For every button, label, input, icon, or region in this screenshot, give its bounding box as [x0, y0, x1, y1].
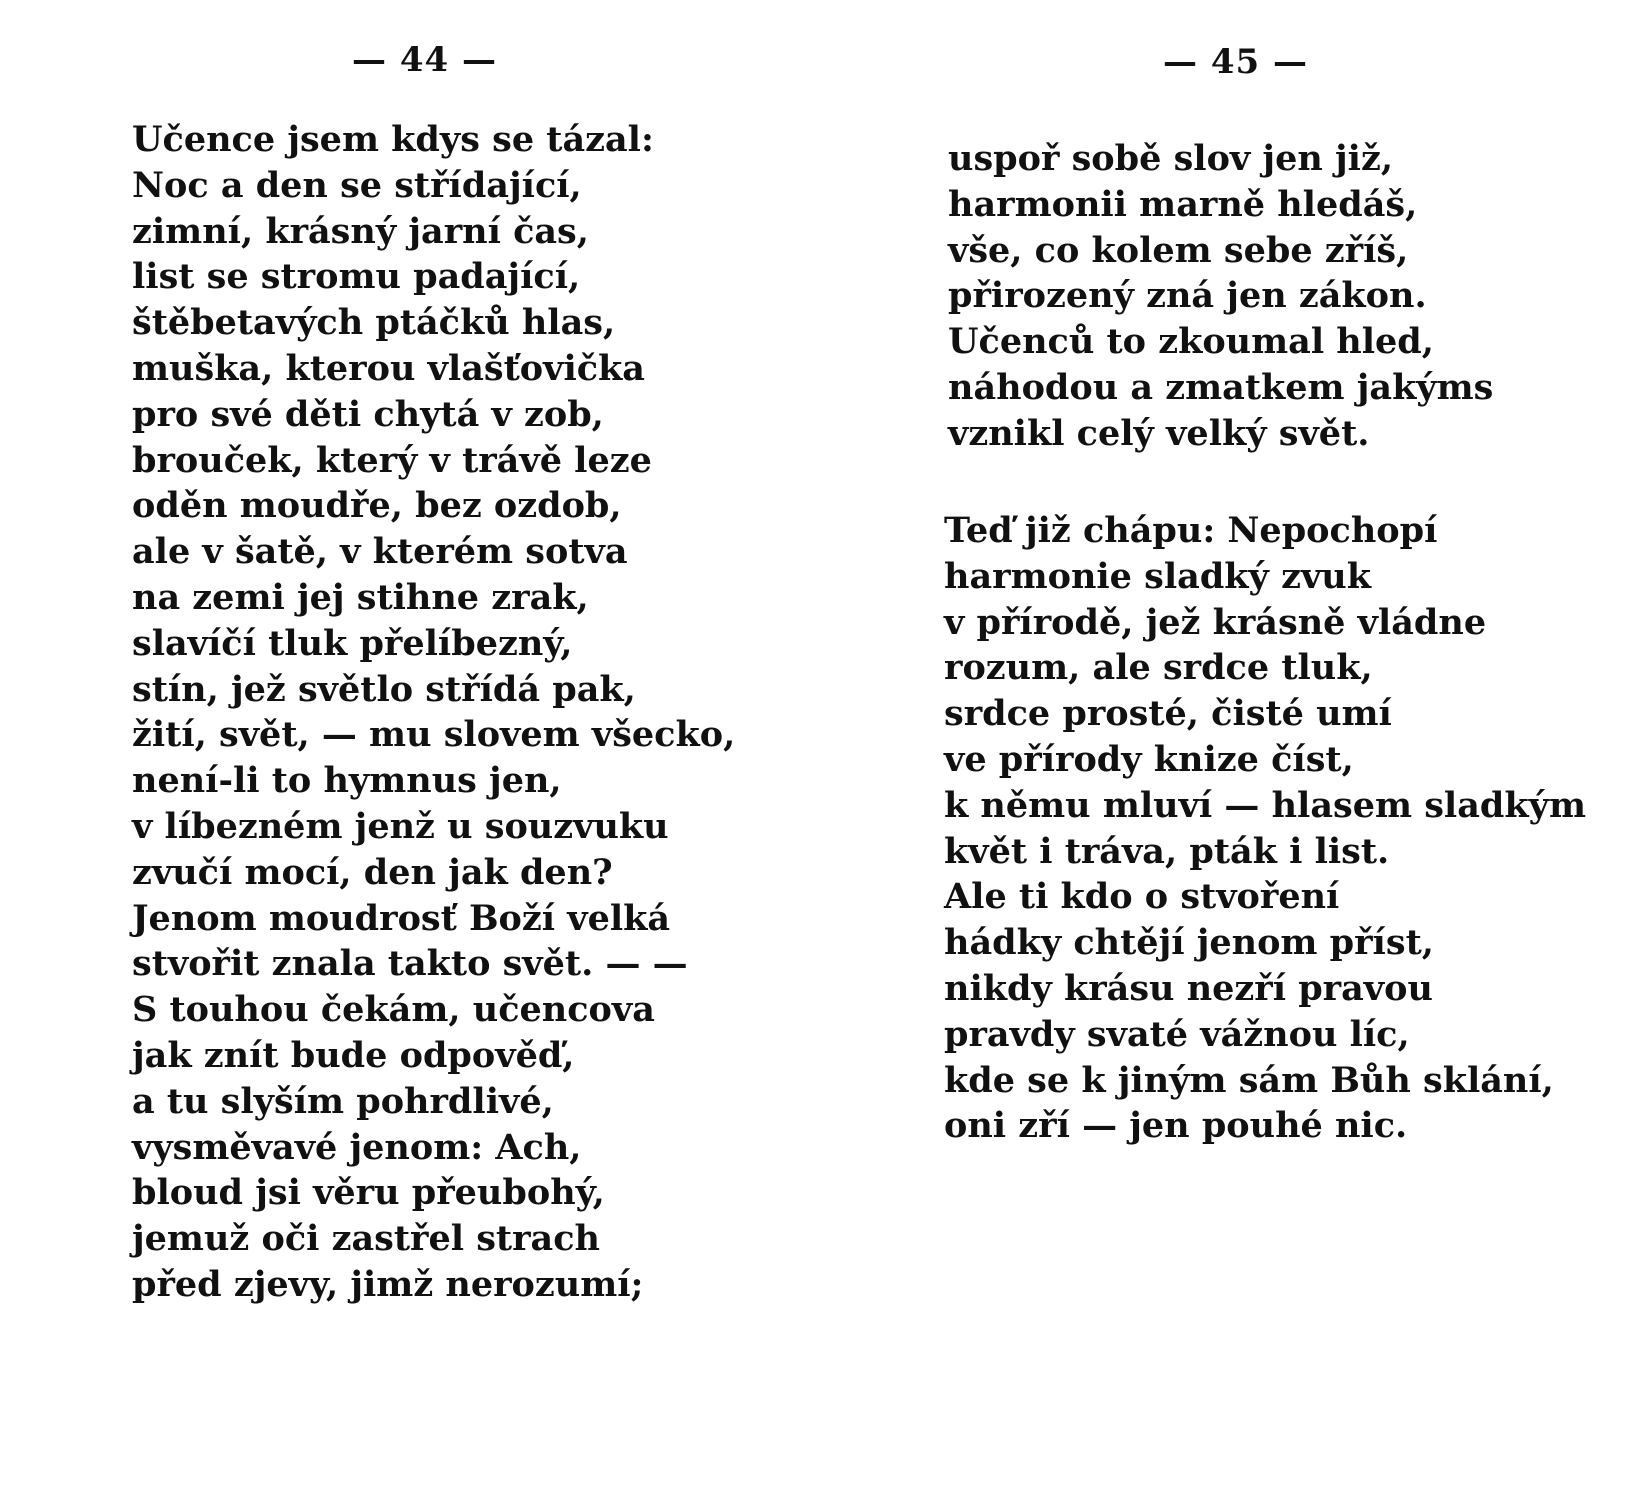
poem-stanza — [948, 136, 1493, 457]
verse-line: vše, co kolem sebe zříš, — [948, 229, 1409, 271]
page-number: — 45 — — [1163, 42, 1308, 82]
verse-line: Ale ti kdo o stvoření — [944, 876, 1340, 918]
right-page — [823, 0, 1646, 1500]
verse-line: stín, jež světlo střídá pak, — [132, 668, 636, 710]
verse-line: oděn moudře, bez ozdob, — [132, 485, 622, 527]
verse-line: zvučí mocí, den jak den? — [132, 851, 613, 893]
poem-stanza — [132, 117, 735, 1308]
verse-line: pro své děti chytá v zob, — [132, 393, 604, 435]
verse-line: náhodou a zmatkem jakýms — [948, 366, 1494, 408]
verse-line: hádky chtějí jenom příst, — [944, 922, 1434, 964]
verse-line: Učence jsem kdys se tázal: — [132, 119, 654, 160]
verse-line: uspoř sobě slov jen již, — [948, 138, 1394, 179]
verse-line: slavíčí tluk přelíbezný, — [132, 622, 573, 664]
verse-line: Učenců to zkoumal hled, — [948, 321, 1434, 363]
verse-line: muška, kterou vlašťovička — [132, 347, 645, 389]
verse-line: květ i tráva, pták i list. — [944, 830, 1390, 872]
verse-line: štěbetavých ptáčků hlas, — [132, 302, 616, 344]
verse-line: před zjevy, jimž nerozumí; — [132, 1263, 644, 1305]
verse-line: v přírodě, jež krásně vládne — [944, 601, 1487, 643]
verse-line: a tu slyším pohrdlivé, — [132, 1080, 554, 1122]
verse-line: jak znít bude odpověď, — [132, 1034, 575, 1076]
verse-line: pravdy svaté vážnou líc, — [944, 1013, 1410, 1055]
verse-line: v líbezném jenž u souzvuku — [132, 805, 669, 847]
verse-line: Noc a den se střídající, — [132, 164, 582, 206]
poem-stanza — [944, 508, 1586, 1149]
verse-line: ve přírody knize číst, — [944, 738, 1354, 780]
verse-line: rozum, ale srdce tluk, — [944, 647, 1373, 689]
verse-line: brouček, který v trávě leze — [132, 439, 652, 481]
verse-line: vznikl celý velký svět. — [948, 412, 1370, 454]
verse-line: přirozený zná jen zákon. — [948, 275, 1427, 317]
verse-line: žití, svět, — mu slovem všecko, — [132, 714, 736, 756]
verse-line: srdce prosté, čisté umí — [944, 693, 1392, 735]
verse-line: není-li to hymnus jen, — [132, 760, 562, 802]
verse-line: stvořit znala takto svět. — — — [132, 943, 688, 985]
page-number: — 44 — — [352, 40, 497, 80]
verse-line: k němu mluví — hlasem sladkým — [944, 784, 1586, 826]
verse-line: list se stromu padající, — [132, 256, 581, 298]
verse-line: harmonie sladký zvuk — [944, 555, 1371, 597]
verse-line: nikdy krásu nezří pravou — [944, 967, 1433, 1009]
verse-line: harmonii marně hledáš, — [948, 183, 1418, 225]
verse-line: kde se k jiným sám Bůh sklání, — [944, 1059, 1554, 1101]
verse-line: zimní, krásný jarní čas, — [132, 210, 589, 252]
verse-line: oni zří — jen pouhé nic. — [944, 1105, 1408, 1147]
verse-line: na zemi jej stihne zrak, — [132, 576, 589, 618]
verse-line: jemuž oči zastřel strach — [132, 1218, 600, 1260]
verse-line: bloud jsi věru přeubohý, — [132, 1172, 605, 1214]
verse-line: ale v šatě, v kterém sotva — [132, 531, 628, 573]
verse-line: Jenom moudrosť Boží velká — [132, 897, 671, 939]
verse-line: S touhou čekám, učencova — [132, 989, 655, 1031]
verse-line: vysměvavé jenom: Ach, — [132, 1126, 582, 1168]
verse-line: Teď již chápu: Nepochopí — [944, 510, 1438, 551]
